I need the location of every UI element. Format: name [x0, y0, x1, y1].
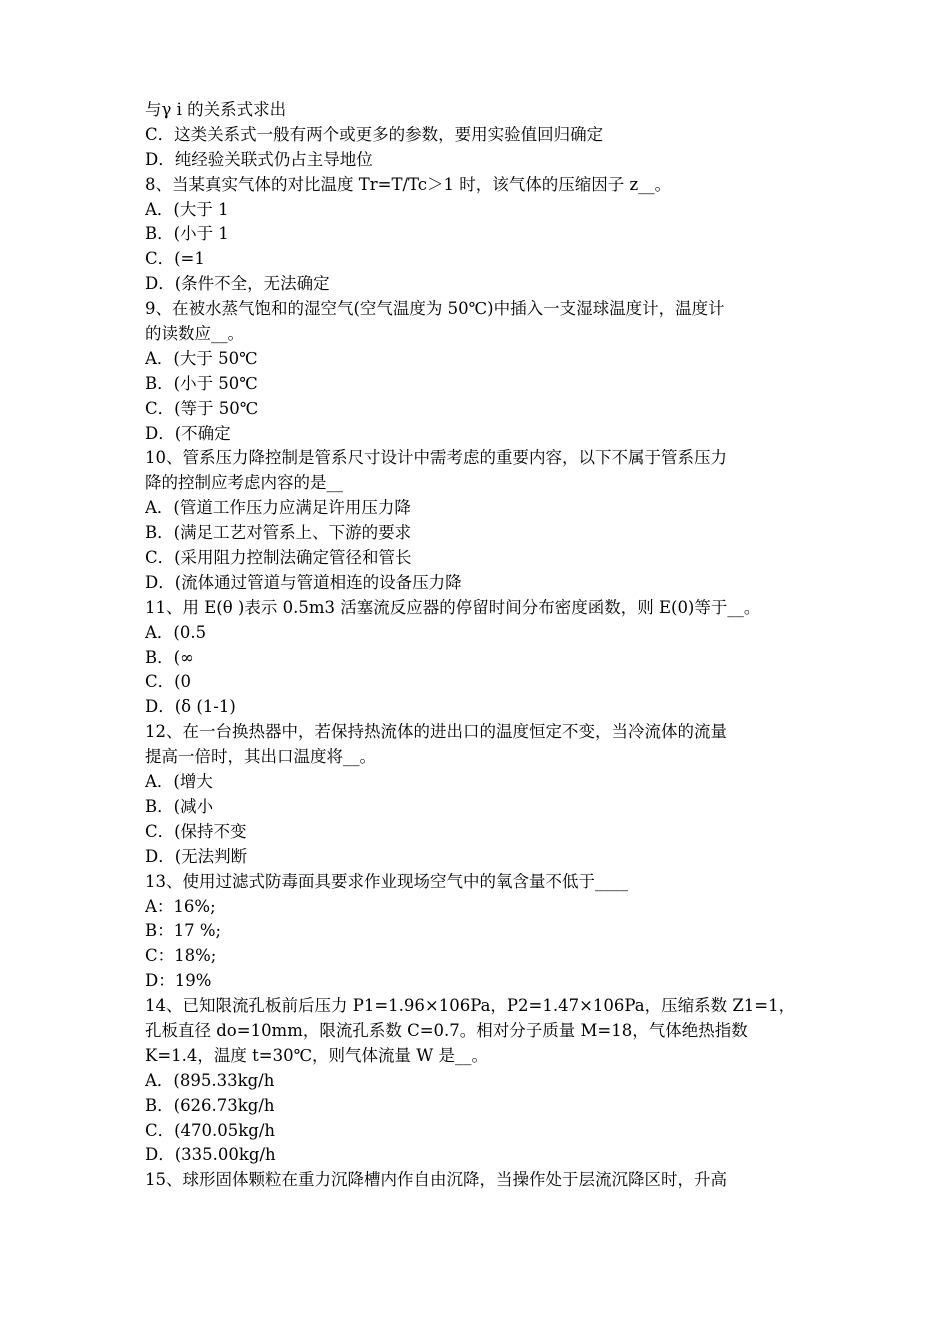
question-line: 孔板直径 do=10mm，限流孔系数 C=0.7。相对分子质量 M=18，气体绝热指数: [145, 1020, 748, 1040]
option-line: C：18%;: [145, 946, 217, 966]
option-line: D．(流体通过管道与管道相连的设备压力降: [145, 572, 462, 592]
option-line: B：17 %;: [145, 921, 222, 941]
option-line: A．(大于 1: [145, 199, 229, 219]
option-line: A．(管道工作压力应满足许用压力降: [145, 498, 411, 518]
option-line: A．(0.5: [145, 622, 207, 642]
question-line: 9、在被水蒸气饱和的湿空气(空气温度为 50℃)中插入一支湿球温度计，温度计: [145, 299, 725, 319]
question-line: 降的控制应考虑内容的是__: [145, 473, 343, 493]
option-line: D：19%: [145, 971, 212, 991]
option-line: D．(δ (1-1): [145, 697, 236, 717]
question-line: 的读数应__。: [145, 324, 244, 344]
option-line: A：16%;: [145, 896, 216, 916]
question-line: 13、使用过滤式防毒面具要求作业现场空气中的氧含量不低于____: [145, 871, 628, 891]
option-line: D．(335.00kg/h: [145, 1145, 276, 1165]
option-line: C．(等于 50℃: [145, 398, 259, 418]
text-line: 与γ i 的关系式求出: [145, 100, 287, 119]
question-line: 12、在一台换热器中，若保持热流体的进出口的温度恒定不变，当冷流体的流量: [145, 722, 727, 742]
option-line: A．(增大: [145, 772, 213, 792]
option-line: C．这类关系式一般有两个或更多的参数，要用实验值回归确定: [145, 124, 604, 144]
option-line: D．(条件不全，无法确定: [145, 274, 330, 294]
option-line: B．(小于 50℃: [145, 373, 258, 393]
option-line: C．(0: [145, 672, 192, 692]
question-line: 15、球形固体颗粒在重力沉降槽内作自由沉降，当操作处于层流沉降区时，升高: [145, 1170, 727, 1190]
option-line: B．(满足工艺对管系上、下游的要求: [145, 523, 412, 543]
question-line: 8、当某真实气体的对比温度 Tr=T/Tc＞1 时，该气体的压缩因子 z__。: [145, 174, 672, 194]
option-line: D．(不确定: [145, 423, 231, 443]
question-line: 11、用 E(θ )表示 0.5m3 活塞流反应器的停留时间分布密度函数，则 E(0)等于__。: [145, 597, 761, 617]
question-line: 10、管系压力降控制是管系尺寸设计中需考虑的重要内容，以下不属于管系压力: [145, 448, 727, 468]
option-line: B．(减小: [145, 796, 214, 816]
option-line: C．(470.05kg/h: [145, 1120, 276, 1140]
question-line: 提高一倍时，其出口温度将__。: [145, 747, 376, 767]
option-line: B．(∞: [145, 647, 194, 667]
option-line: A．(大于 50℃: [145, 348, 258, 368]
option-line: A．(895.33kg/h: [145, 1070, 275, 1090]
option-line: C．(保持不变: [145, 821, 247, 841]
question-line: 14、已知限流孔板前后压力 P1=1.96×106Pa，P2=1.47×106Pa，压缩系数 Z1=1，: [145, 996, 796, 1016]
option-line: C．(采用阻力控制法确定管径和管长: [145, 548, 412, 568]
question-line: K=1.4，温度 t=30℃，则气体流量 W 是__。: [145, 1045, 488, 1065]
option-line: D．纯经验关联式仍占主导地位: [145, 149, 373, 169]
option-line: D．(无法判断: [145, 846, 248, 866]
option-line: C．(=1: [145, 249, 205, 269]
option-line: B．(小于 1: [145, 224, 229, 244]
document-body: [145, 98, 810, 1193]
option-line: B．(626.73kg/h: [145, 1095, 275, 1115]
